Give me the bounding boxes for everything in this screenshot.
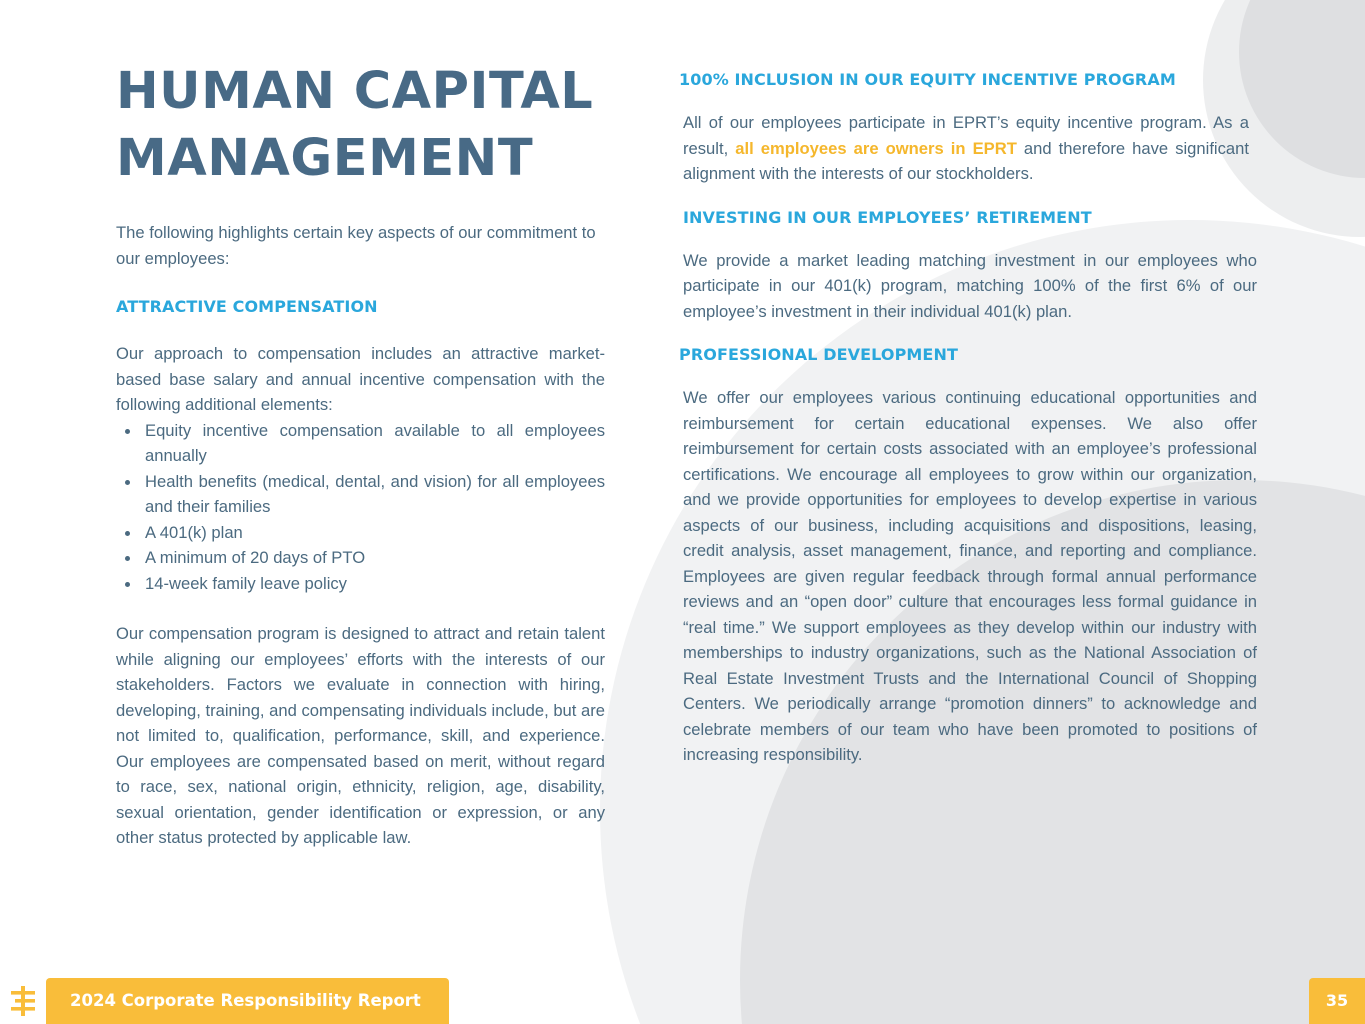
compensation-text: Our approach to compensation includes an attractive market-based base salary and annual incentive compensation with the following additional elements: [116, 344, 605, 414]
compensation-bullet-list [116, 418, 605, 597]
bullet-text: Equity incentive compensation available to all employees annually [145, 420, 605, 465]
development-heading: PROFESSIONAL DEVELOPMENT [679, 345, 958, 364]
intro-text: The following highlights certain key aspects of our commitment to our employees: [116, 223, 596, 268]
list-item [116, 520, 605, 546]
equity-highlight: all employees are owners in EPRT [735, 138, 1017, 158]
equity-text [683, 110, 1249, 187]
page-title [116, 58, 605, 192]
retirement-text: We provide a market leading matching investment in our employees who participate in our 401(k) program, matching 100% of the first 6% of our employee’s investment in their individual 401(k) plan. [683, 250, 1257, 321]
bullet-icon [125, 556, 130, 561]
footer-report-title: 2024 Corporate Responsibility Report [46, 978, 449, 1024]
development-text: We offer our employees various continuing educational opportunities and reimbursement for certain educational expenses. We also offer reimbursement for certain costs associated with an employee’s professional certifications. We encourage all employees to grow within our organization, and we provide opportunities for employees to develop expertise in various aspects of our business, including acquisitions and dispositions, leasing, credit analysis, asset management, finance, and reporting and compliance. Employees are given regular feedback through formal annual performance reviews and an “open door” culture that encourages less formal guidance in “real time.” We support employees as they develop within our industry with memberships to industry organizations, such as the National Association of Real Estate Investment Trusts and the International Council of Shopping Centers. We periodically arrange “promotion dinners” to acknowledge and celebrate members of our team who have been promoted to positions of increasing responsibility. [683, 388, 1257, 764]
list-item [116, 571, 605, 597]
compensation-program-text: Our compensation program is designed to attract and retain talent while aligning our employees’ efforts with the interests of our stakeholders. Factors we evaluate in connection with hiring, developing, training, and compensating individuals include, but are not limited to, qualification, performance, skill, and experience. Our employees are compensated based on merit, without regard to race, sex, national origin, ethnicity, religion, age, disability, sexual orientation, gender identification or expression, or any other status protected by applicable law. [116, 624, 605, 847]
list-item [116, 469, 605, 520]
company-logo-icon [11, 986, 35, 1016]
equity-text-before: All of our employees participate in EPRT’s equity incentive program. As a result, [683, 113, 1249, 158]
left-column [116, 58, 605, 851]
equity-heading: 100% INCLUSION IN OUR EQUITY INCENTIVE PROGRAM [679, 70, 1176, 89]
retirement-heading: INVESTING IN OUR EMPLOYEES’ RETIREMENT [683, 207, 1092, 227]
page-number: 35 [1309, 978, 1365, 1024]
bullet-text: A minimum of 20 days of PTO [145, 548, 366, 567]
list-item [116, 545, 605, 571]
bullet-icon [125, 480, 130, 485]
page-title-line2: MANAGEMENT [116, 129, 534, 188]
equity-text-after: and therefore have significant alignment with the interests of our stockholders. [683, 138, 1249, 183]
bullet-text: Health benefits (medical, dental, and vision) for all employees and their families [145, 471, 605, 516]
bullet-text: A 401(k) plan [145, 522, 243, 542]
compensation-heading: ATTRACTIVE COMPENSATION [116, 297, 378, 316]
bullet-icon [125, 531, 130, 536]
right-column [679, 70, 1259, 768]
bullet-icon [125, 582, 130, 587]
page-title-line1: HUMAN CAPITAL [116, 62, 594, 121]
bullet-icon [125, 429, 130, 434]
bullet-text: 14-week family leave policy [145, 573, 347, 593]
list-item [116, 418, 605, 469]
